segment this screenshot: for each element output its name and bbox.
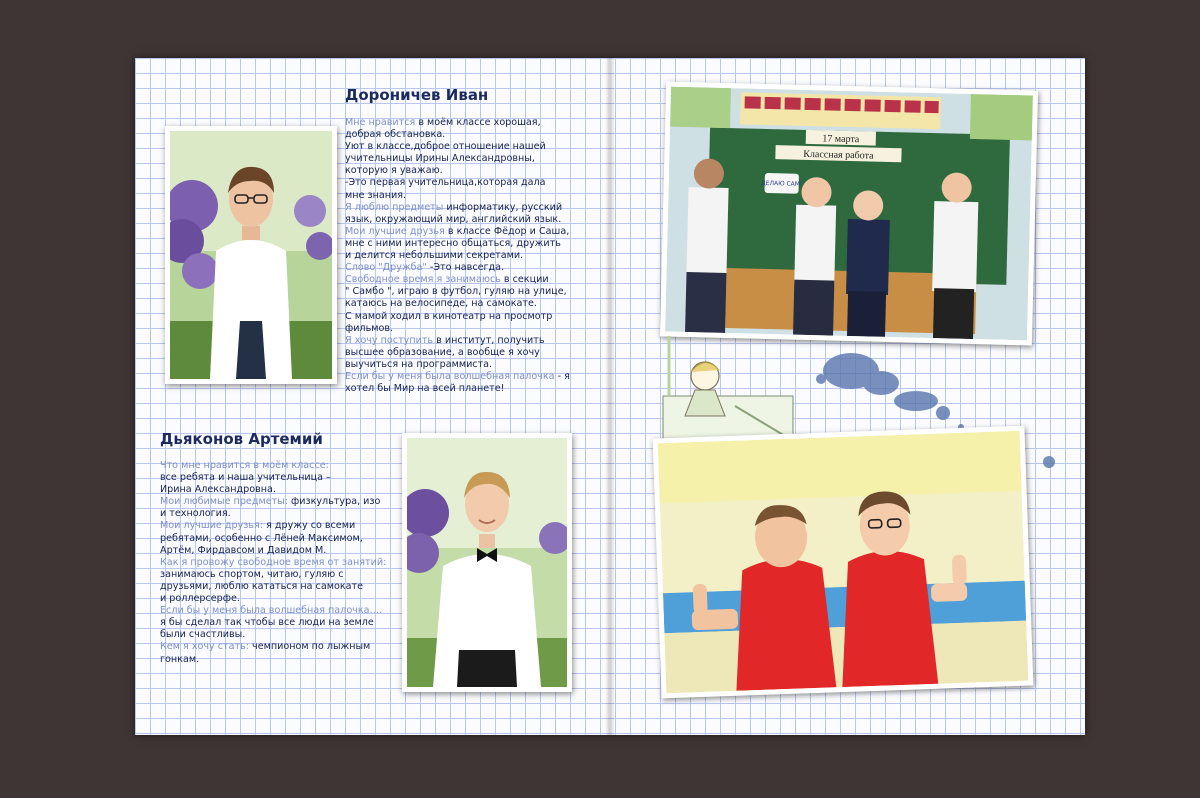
answer-line bbox=[160, 569, 400, 581]
answer-line bbox=[345, 347, 600, 359]
answer-line bbox=[345, 286, 600, 298]
answer-text: друзьями, люблю кататься на самокате bbox=[160, 580, 363, 592]
page-fold bbox=[605, 58, 615, 735]
answer-line bbox=[160, 472, 400, 484]
answer-line bbox=[160, 496, 400, 508]
answer-line bbox=[160, 593, 400, 605]
question-text: Мне нравится bbox=[345, 117, 416, 128]
answer-text: мне знания. bbox=[345, 189, 407, 201]
answer-text: С мамой ходил в кинотеатр на просмотр bbox=[345, 310, 553, 322]
answer-text: катаюсь на велосипеде, на самокате. bbox=[345, 298, 537, 310]
answer-line bbox=[345, 202, 600, 214]
answer-text: ребятами, особенно с Лёней Максимом, bbox=[160, 532, 363, 544]
answer-text: и делится небольшими секретами. bbox=[345, 250, 524, 262]
answer-line bbox=[160, 654, 400, 666]
board-date: 17 марта bbox=[822, 133, 860, 146]
board-title: Классная работа bbox=[803, 148, 874, 162]
answer-line bbox=[345, 262, 600, 274]
answer-line bbox=[345, 335, 600, 347]
answer-text: я бы сделал так чтобы все люди на земле bbox=[160, 617, 374, 629]
question-text: Что мне нравится в моём классе: bbox=[160, 460, 329, 471]
answer-line bbox=[345, 177, 600, 189]
portrait-photo bbox=[165, 126, 337, 384]
answer-text: Ирина Александровна. bbox=[160, 484, 276, 496]
boy-sketch-illustration bbox=[655, 336, 805, 446]
answer-line bbox=[345, 117, 600, 129]
answer-line bbox=[160, 581, 400, 593]
answer-line bbox=[160, 460, 400, 472]
answer-text: в институт, получить bbox=[433, 334, 545, 346]
student-name: Дьяконов Артемий bbox=[160, 430, 323, 448]
answer-text: я дружу со всеми bbox=[263, 520, 356, 532]
answer-line bbox=[160, 484, 400, 496]
answer-line bbox=[345, 274, 600, 286]
answer-line bbox=[160, 641, 400, 653]
answer-text: были счастливы. bbox=[160, 629, 246, 641]
answer-text: чемпионом по лыжным bbox=[248, 641, 371, 653]
student-answers bbox=[160, 460, 400, 666]
answer-line bbox=[160, 605, 400, 617]
answer-line bbox=[345, 129, 600, 141]
student-answers bbox=[345, 117, 600, 395]
question-text: Если бы у меня была волшебная палочка…. bbox=[160, 605, 383, 617]
yearbook-spread bbox=[135, 58, 1085, 735]
answer-line bbox=[160, 617, 400, 629]
answer-text: информатику, русский bbox=[443, 201, 563, 213]
answer-line bbox=[345, 250, 600, 262]
question-text: Я люблю предметы bbox=[345, 201, 444, 213]
answer-text: язык, окружающий мир, английский язык. bbox=[345, 213, 562, 225]
answer-text: и роллерсерфе. bbox=[160, 593, 240, 605]
answer-line bbox=[160, 508, 400, 520]
answer-line bbox=[345, 298, 600, 310]
answer-line bbox=[345, 214, 600, 226]
answer-line bbox=[160, 545, 400, 557]
board-sign: ДЕЛАЮ САМ! bbox=[760, 179, 803, 188]
friends-photo bbox=[653, 426, 1034, 699]
answer-line bbox=[345, 383, 600, 395]
portrait-photo bbox=[402, 433, 572, 692]
answer-line bbox=[345, 190, 600, 202]
answer-text: гонкам. bbox=[160, 653, 200, 665]
answer-line bbox=[345, 311, 600, 323]
answer-line bbox=[160, 520, 400, 532]
answer-text: -Это навсегда. bbox=[426, 262, 505, 274]
answer-text: Уют в классе,доброе отношение нашей bbox=[345, 141, 546, 153]
answer-line bbox=[160, 557, 400, 569]
ink-drop-decoration bbox=[1041, 454, 1057, 470]
classroom-photo bbox=[660, 81, 1038, 345]
question-text: Мои лучшие друзья: bbox=[160, 520, 264, 532]
answer-text: -Это первая учительница,которая дала bbox=[345, 177, 546, 189]
answer-line bbox=[160, 629, 400, 641]
answer-text: Артём, Фирдавсом и Давидом М. bbox=[160, 544, 327, 556]
answer-line bbox=[345, 359, 600, 371]
ink-splash-decoration bbox=[811, 341, 971, 431]
answer-text: " Самбо ", играю в футбол, гуляю на улице, bbox=[345, 286, 567, 298]
answer-line bbox=[345, 226, 600, 238]
answer-text: учительницы Ирины Александровны, bbox=[345, 153, 535, 165]
answer-text: в секции bbox=[500, 274, 549, 286]
answer-text: все ребята и наша учительница – bbox=[160, 472, 331, 484]
question-text: Мои лучшие друзья bbox=[345, 225, 445, 237]
question-text: Кем я хочу стать: bbox=[160, 641, 249, 653]
answer-line bbox=[345, 141, 600, 153]
answer-text: и технология. bbox=[160, 508, 231, 520]
student-name: Дороничев Иван bbox=[345, 86, 489, 104]
answer-text: добрая обстановка. bbox=[345, 129, 446, 141]
answer-text: которую я уважаю. bbox=[345, 165, 443, 177]
answer-text: в классе Фёдор и Саша, bbox=[444, 225, 570, 237]
answer-text: выучиться на программиста. bbox=[345, 358, 493, 370]
question-text: Как я провожу свободное время от занятий: bbox=[160, 556, 387, 568]
question-text: Если бы у меня была волшебная палочка bbox=[345, 370, 555, 382]
answer-text: занимаюсь спортом, читаю, гуляю с bbox=[160, 568, 344, 580]
answer-line bbox=[345, 165, 600, 177]
answer-text: в моём классе хорошая, bbox=[415, 117, 541, 128]
answer-text: физкультура, изо bbox=[288, 496, 381, 508]
answer-text: - я bbox=[554, 370, 570, 382]
answer-text: фильмов. bbox=[345, 322, 394, 334]
question-text: Свободное время я занимаюсь bbox=[345, 274, 501, 286]
question-text: Я хочу поступить bbox=[345, 334, 434, 346]
answer-text: мне с ними интересно общаться, дружить bbox=[345, 237, 561, 249]
answer-line bbox=[345, 238, 600, 250]
answer-line bbox=[160, 533, 400, 545]
question-text: Мои любимые предметы: bbox=[160, 496, 288, 508]
answer-line bbox=[345, 153, 600, 165]
answer-line bbox=[345, 323, 600, 335]
question-text: Слово "Дружба" bbox=[345, 262, 427, 274]
answer-text: высшее образование, а вообще я хочу bbox=[345, 346, 540, 358]
answer-line bbox=[345, 371, 600, 383]
answer-text: хотел бы Мир на всей планете! bbox=[345, 383, 505, 395]
